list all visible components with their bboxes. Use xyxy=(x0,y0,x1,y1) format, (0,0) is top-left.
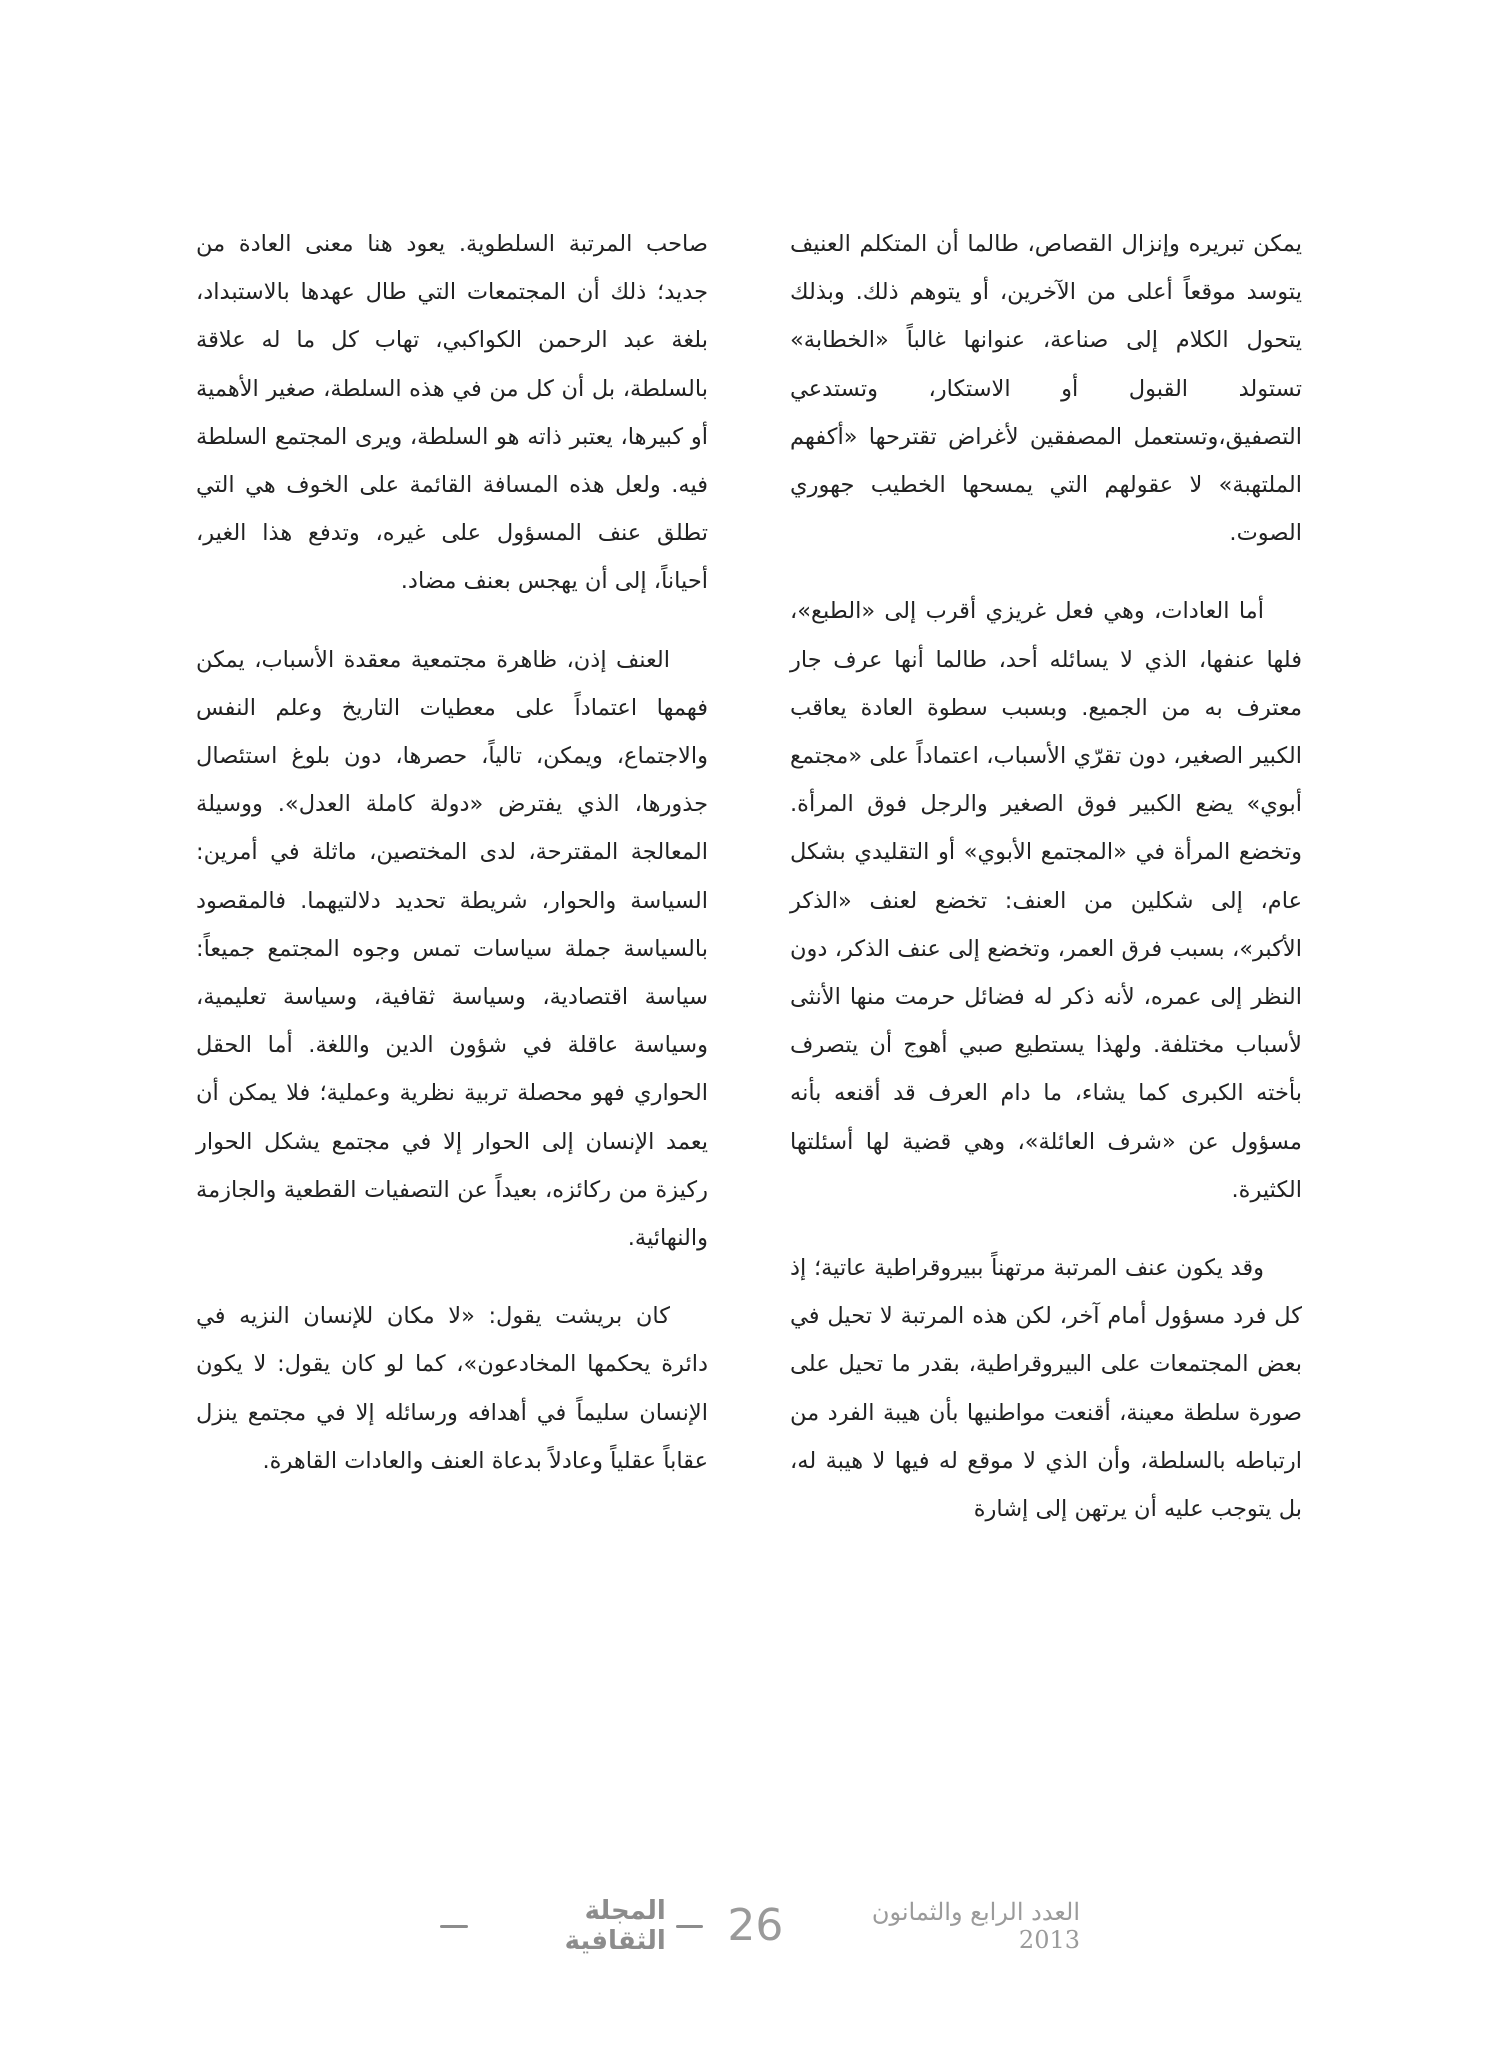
paragraph: وقد يكون عنف المرتبة مرتهناً ببيروقراطية عاتية؛ إذ كل فرد مسؤول أمام آخر، لكن هذه المرتبة لا تحيل في بعض المجتمعات على البيروقراطية، بقدر ما تحيل على صورة سلطة معينة، أقنعت مواطنيها بأن هيبة الفرد من ارتباطه بالسلطة، وأن الذي لا موقع له فيها لا هيبة له، بل يتوجب عليه أن يرتهن إلى إشارة xyxy=(790,1255,1302,1523)
article-column-left xyxy=(196,220,708,1515)
logo-bar-icon xyxy=(440,1925,468,1928)
issue-label: العدد الرابع والثمانون 2013 xyxy=(871,1898,1080,1954)
page-footer xyxy=(440,1898,1080,1954)
magazine-logo xyxy=(440,1896,703,1956)
page-number: 26 xyxy=(727,1900,784,1951)
article-column-right xyxy=(790,220,1302,1563)
logo-bar-icon xyxy=(676,1925,704,1928)
paragraph: أما العادات، وهي فعل غريزي أقرب إلى «الطبع»، فلها عنفها، الذي لا يسائله أحد، طالما أنها عرف جار معترف به من الجميع. وبسبب سطوة العادة يعاقب الكبير الصغير، دون تقرّي الأسباب، اعتماداً على «مجتمع أبوي» يضع الكبير فوق الصغير والرجل فوق المرأة. وتخضع المرأة في «المجتمع الأبوي» أو التقليدي بشكل عام، إلى شكلين من العنف: تخضع لعنف «الذكر الأكبر»، بسبب فرق العمر، وتخضع إلى عنف الذكر، دون النظر إلى عمره، لأنه ذكر له فضائل حرمت منها الأنثى لأسباب مختلفة. ولهذا يستطيع صبي أهوج أن يتصرف بأخته الكبرى كما يشاء، ما دام العرف قد أقنعه بأنه مسؤول عن «شرف العائلة»، وهي قضية لها أسئلتها الكثيرة. xyxy=(790,598,1302,1203)
paragraph: صاحب المرتبة السلطوية. يعود هنا معنى العادة من جديد؛ ذلك أن المجتمعات التي طال عهدها بالاستبداد، بلغة عبد الرحمن الكواكبي، تهاب كل ما له علاقة بالسلطة، بل أن كل من في هذه السلطة، صغير الأهمية أو كبيرها، يعتبر ذاته هو السلطة، ويرى المجتمع السلطة فيه. ولعل هذه المسافة القائمة على الخوف هي التي تطلق عنف المسؤول على غيره، وتدفع هذا الغير، أحياناً، إلى أن يهجس بعنف مضاد. xyxy=(196,231,708,595)
paragraph: يمكن تبريره وإنزال القصاص، طالما أن المتكلم العنيف يتوسد موقعاً أعلى من الآخرين، أو يتوهم ذلك. وبذلك يتحول الكلام إلى صناعة، عنوانها غالباً «الخطابة» تستولد القبول أو الاستكار، وتستدعي التصفيق،وتستعمل المصفقين لأغراض تقترحها «أكفهم الملتهبة» لا عقولهم التي يمسحها الخطيب جهوري الصوت. xyxy=(790,231,1302,547)
paragraph: العنف إذن، ظاهرة مجتمعية معقدة الأسباب، يمكن فهمها اعتماداً على معطيات التاريخ وعلم النفس والاجتماع، ويمكن، تالياً، حصرها، دون بلوغ استئصال جذورها، الذي يفترض «دولة كاملة العدل». ووسيلة المعالجة المقترحة، لدى المختصين، ماثلة في أمرين: السياسة والحوار، شريطة تحديد دلالتيهما. فالمقصود بالسياسة جملة سياسات تمس وجوه المجتمع جميعاً: سياسة اقتصادية، وسياسة ثقافية، وسياسة تعليمية، وسياسة عاقلة في شؤون الدين واللغة. أما الحقل الحواري فهو محصلة تربية نظرية وعملية؛ فلا يمكن أن يعمد الإنسان إلى الحوار إلا في مجتمع يشكل الحوار ركيزة من ركائزه، بعيداً عن التصفيات القطعية والجازمة والنهائية. xyxy=(196,646,708,1252)
paragraph: كان بريشت يقول: «لا مكان للإنسان النزيه في دائرة يحكمها المخادعون»، كما لو كان يقول: لا يكون الإنسان سليماً في أهدافه ورسائله إلا في مجتمع ينزل عقاباً عقلياً وعادلاً بدعاة العنف والعادات القاهرة. xyxy=(196,1303,708,1474)
magazine-name: المجلة الثقافية xyxy=(564,1896,666,1956)
